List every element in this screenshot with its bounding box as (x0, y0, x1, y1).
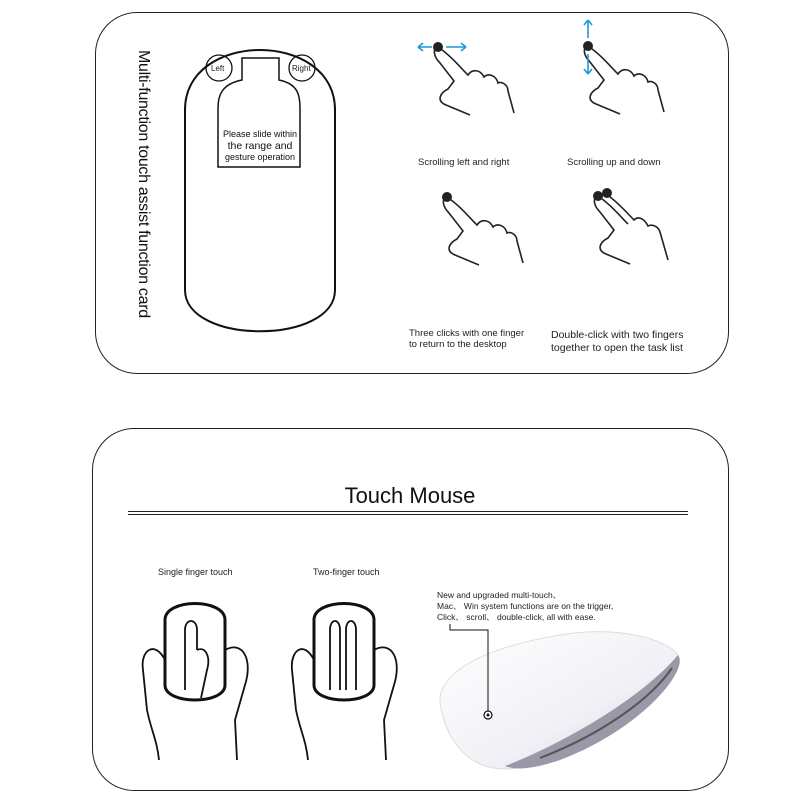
left-button-label: Left (211, 64, 225, 73)
callout-line: Mac、 Win system functions are on the trigger, (437, 601, 614, 611)
single-finger-label: Single finger touch (158, 567, 233, 577)
label-line: Double-click with two fingers (551, 329, 684, 341)
instruction-line: the range and (227, 139, 293, 152)
card-vertical-title: Multi-function touch assist function card (135, 50, 152, 318)
gesture-label-vertical: Scrolling up and down (567, 157, 661, 168)
instruction-line: gesture operation (224, 152, 296, 162)
touch-mouse-title: Touch Mouse (344, 483, 476, 508)
right-button-label: Right (292, 64, 311, 73)
callout-line: Click、 scroll、 double-click, all with ease. (437, 612, 596, 622)
callout-line: New and upgraded multi-touch、 (437, 590, 562, 600)
gesture-label-horizontal: Scrolling left and right (418, 157, 510, 168)
label-line: to return to the desktop (409, 339, 507, 350)
two-finger-label: Two-finger touch (313, 567, 380, 577)
label-line: together to open the task list (551, 342, 683, 354)
instruction-line: Please slide within (222, 129, 298, 139)
label-line: Three clicks with one finger (409, 328, 525, 339)
